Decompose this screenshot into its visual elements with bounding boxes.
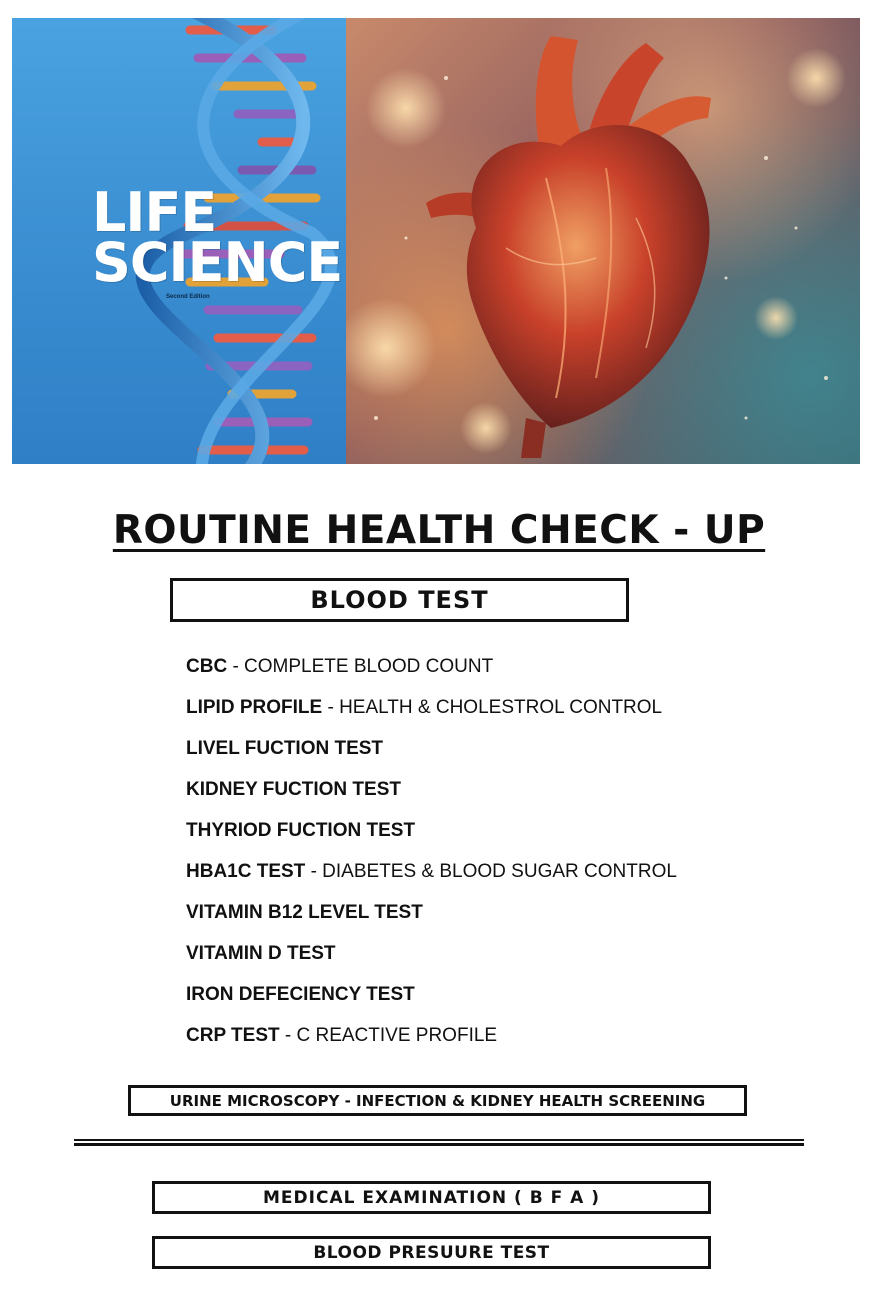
blood-test-list	[186, 654, 677, 1064]
urine-microscopy-box: URINE MICROSCOPY - INFECTION & KIDNEY HEALTH SCREENING	[128, 1085, 747, 1116]
list-item: VITAMIN D TEST	[186, 943, 336, 964]
list-item: KIDNEY FUCTION TEST	[186, 779, 401, 800]
edition-label: Second Edition	[166, 294, 210, 300]
list-item: IRON DEFECIENCY TEST	[186, 984, 415, 1005]
heart-icon	[346, 18, 860, 464]
list-item: CRP TEST - C REACTIVE PROFILE	[186, 1025, 498, 1046]
medical-examination-box: MEDICAL EXAMINATION ( B F A )	[152, 1181, 711, 1214]
blood-test-heading: BLOOD TEST	[170, 578, 629, 622]
header-banner	[12, 18, 860, 464]
list-item: THYRIOD FUCTION TEST	[186, 820, 416, 841]
list-item: HBA1C TEST - DIABETES & BLOOD SUGAR CONTROL	[186, 861, 677, 882]
list-item: LIPID PROFILE - HEALTH & CHOLESTROL CONTROL	[186, 697, 663, 718]
anatomical-heart-image	[346, 18, 860, 464]
section-divider	[74, 1139, 804, 1146]
blood-pressure-test-box: BLOOD PRESUURE TEST	[152, 1236, 711, 1269]
list-item: CBC - COMPLETE BLOOD COUNT	[186, 656, 494, 677]
life-science-title: LIFE SCIENCE	[92, 181, 343, 294]
list-item: LIVEL FUCTION TEST	[186, 738, 384, 759]
life-science-cover-image	[12, 18, 346, 464]
page-title: ROUTINE HEALTH CHECK - UP	[112, 508, 766, 553]
list-item: VITAMIN B12 LEVEL TEST	[186, 902, 423, 923]
